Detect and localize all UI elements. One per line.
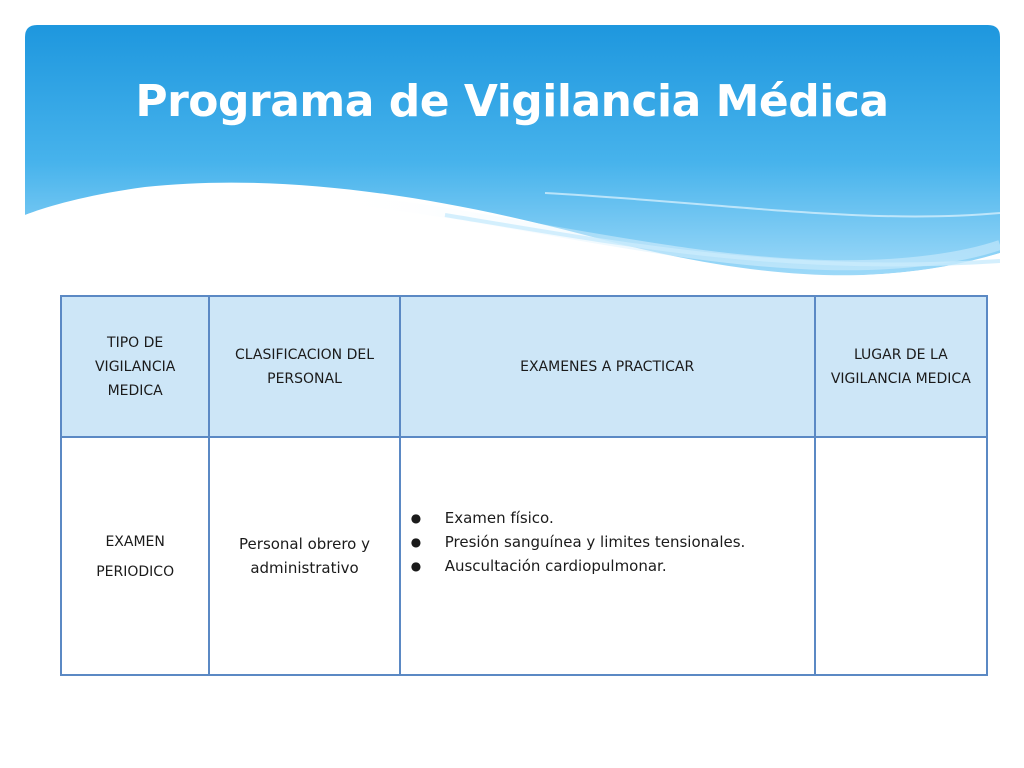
cell-tipo — [61, 437, 209, 675]
cell-examenes — [400, 437, 815, 675]
list-item — [409, 506, 806, 530]
header-clasificacion: CLASIFICACION DEL PERSONAL — [209, 296, 399, 437]
exam-list — [409, 506, 806, 578]
header-examenes: EXAMENES A PRACTICAR — [400, 296, 815, 437]
bullet-icon: ● — [410, 511, 422, 525]
bullet-icon: ● — [410, 535, 422, 549]
table-header-row — [61, 296, 987, 437]
exam-item-text: Presión sanguínea y limites tensionales. — [444, 533, 746, 551]
wave-decoration — [25, 25, 1000, 290]
exam-item-text: Auscultación cardiopulmonar. — [444, 557, 667, 575]
bullet-icon: ● — [410, 559, 422, 573]
cell-clasificacion: Personal obrero y administrativo — [209, 437, 399, 675]
list-item — [409, 554, 806, 578]
cell-lugar — [815, 437, 987, 675]
tipo-line-1: EXAMEN — [105, 534, 165, 550]
surveillance-table — [60, 295, 988, 676]
title-banner — [25, 25, 1000, 290]
slide-title: Programa de Vigilancia Médica — [135, 76, 889, 127]
tipo-line-2: PERIODICO — [96, 564, 175, 580]
exam-item-text: Examen físico. — [444, 509, 554, 527]
header-tipo: TIPO DE VIGILANCIA MEDICA — [61, 296, 209, 437]
header-lugar: LUGAR DE LA VIGILANCIA MEDICA — [815, 296, 987, 437]
list-item — [409, 530, 806, 554]
table-row — [61, 437, 987, 675]
